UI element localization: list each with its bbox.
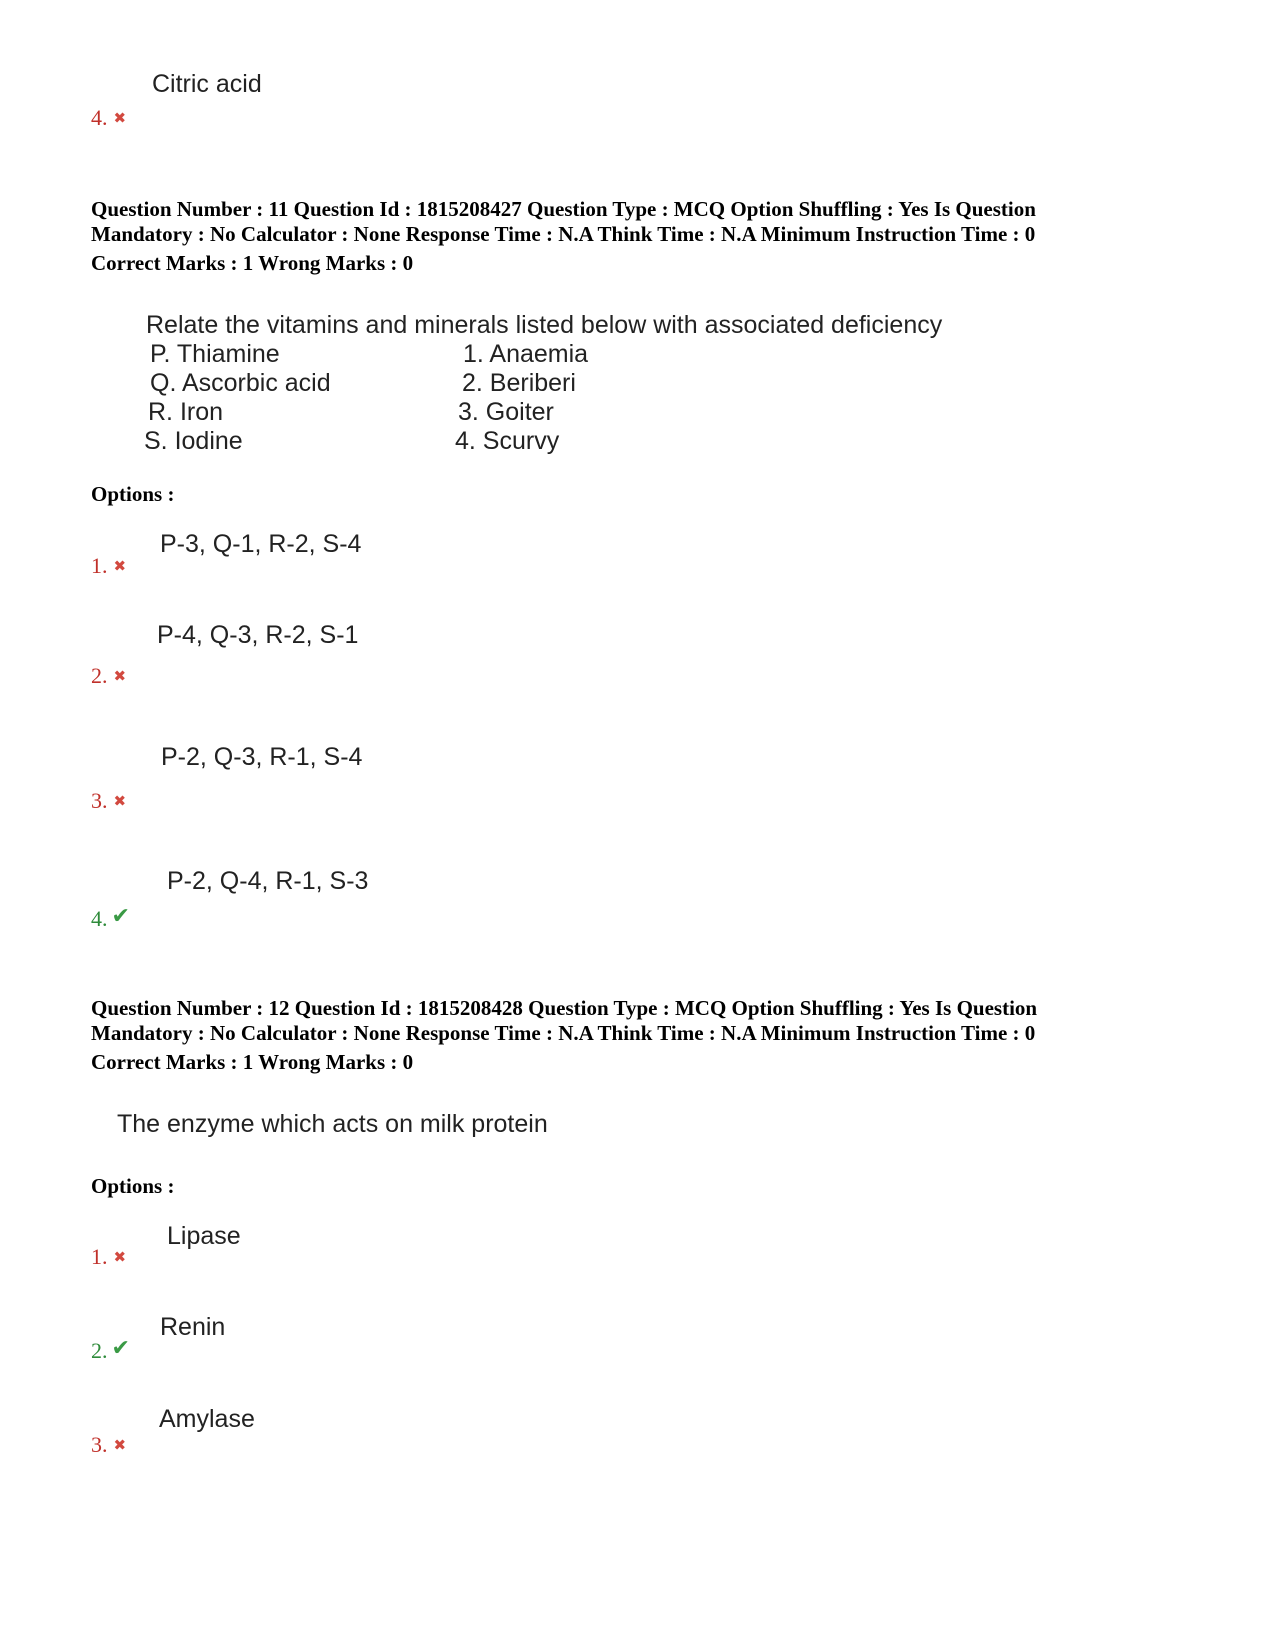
option-text: Amylase (159, 1405, 255, 1433)
option-text: Lipase (167, 1222, 241, 1250)
option-number: 2. ✖ (91, 663, 127, 688)
match-left-item: Q. Ascorbic acid (150, 369, 331, 397)
cross-icon: ✖ (113, 1248, 127, 1266)
option-number: 3. ✖ (91, 788, 127, 813)
meta-line: Question Number : 12 Question Id : 1815208428 Question Type : MCQ Option Shuffling : Yes Is Question (91, 996, 1038, 1020)
check-icon: ✔ (111, 1336, 130, 1361)
option-text: P-2, Q-4, R-1, S-3 (167, 867, 369, 895)
match-right-item: 3. Goiter (458, 398, 554, 426)
option-text: Citric acid (152, 70, 262, 98)
check-icon: ✔ (111, 904, 130, 929)
match-left-item: P. Thiamine (150, 340, 280, 368)
match-right-item: 1. Anaemia (463, 340, 589, 368)
cross-icon: ✖ (113, 1436, 127, 1454)
meta-line: Mandatory : No Calculator : None Response Time : N.A Think Time : N.A Minimum Instruction Time : 0 (91, 1021, 1036, 1045)
option-number: 3. ✖ (91, 1432, 127, 1457)
option-number: 2. ✔ (91, 1336, 130, 1363)
option-number: 4. ✖ (91, 105, 127, 130)
question-text: The enzyme which acts on milk protein (117, 1110, 548, 1138)
match-right-item: 2. Beriberi (462, 369, 576, 397)
cross-icon: ✖ (113, 109, 127, 127)
options-label: Options : (91, 1174, 175, 1198)
question-meta (91, 197, 1201, 247)
match-left-item: R. Iron (148, 398, 224, 426)
meta-line: Question Number : 11 Question Id : 1815208427 Question Type : MCQ Option Shuffling : Yes Is Question (91, 197, 1036, 221)
cross-icon: ✖ (113, 667, 127, 685)
option-number: 4. ✔ (91, 904, 130, 931)
match-left-item: S. Iodine (144, 427, 243, 455)
option-text: P-3, Q-1, R-2, S-4 (160, 530, 362, 558)
cross-icon: ✖ (113, 557, 127, 575)
marks-line: Correct Marks : 1 Wrong Marks : 0 (91, 1050, 414, 1074)
option-text: Renin (160, 1313, 226, 1341)
option-number: 1. ✖ (91, 1244, 127, 1269)
question-meta (91, 996, 1201, 1046)
options-label: Options : (91, 482, 175, 506)
question-title: Relate the vitamins and minerals listed below with associated deficiency (146, 311, 943, 339)
match-right-item: 4. Scurvy (455, 427, 560, 455)
option-text: P-2, Q-3, R-1, S-4 (161, 743, 363, 771)
option-text: P-4, Q-3, R-2, S-1 (157, 621, 359, 649)
option-number: 1. ✖ (91, 553, 127, 578)
meta-line: Mandatory : No Calculator : None Response Time : N.A Think Time : N.A Minimum Instruction Time : 0 (91, 222, 1036, 246)
marks-line: Correct Marks : 1 Wrong Marks : 0 (91, 251, 414, 275)
cross-icon: ✖ (113, 792, 127, 810)
